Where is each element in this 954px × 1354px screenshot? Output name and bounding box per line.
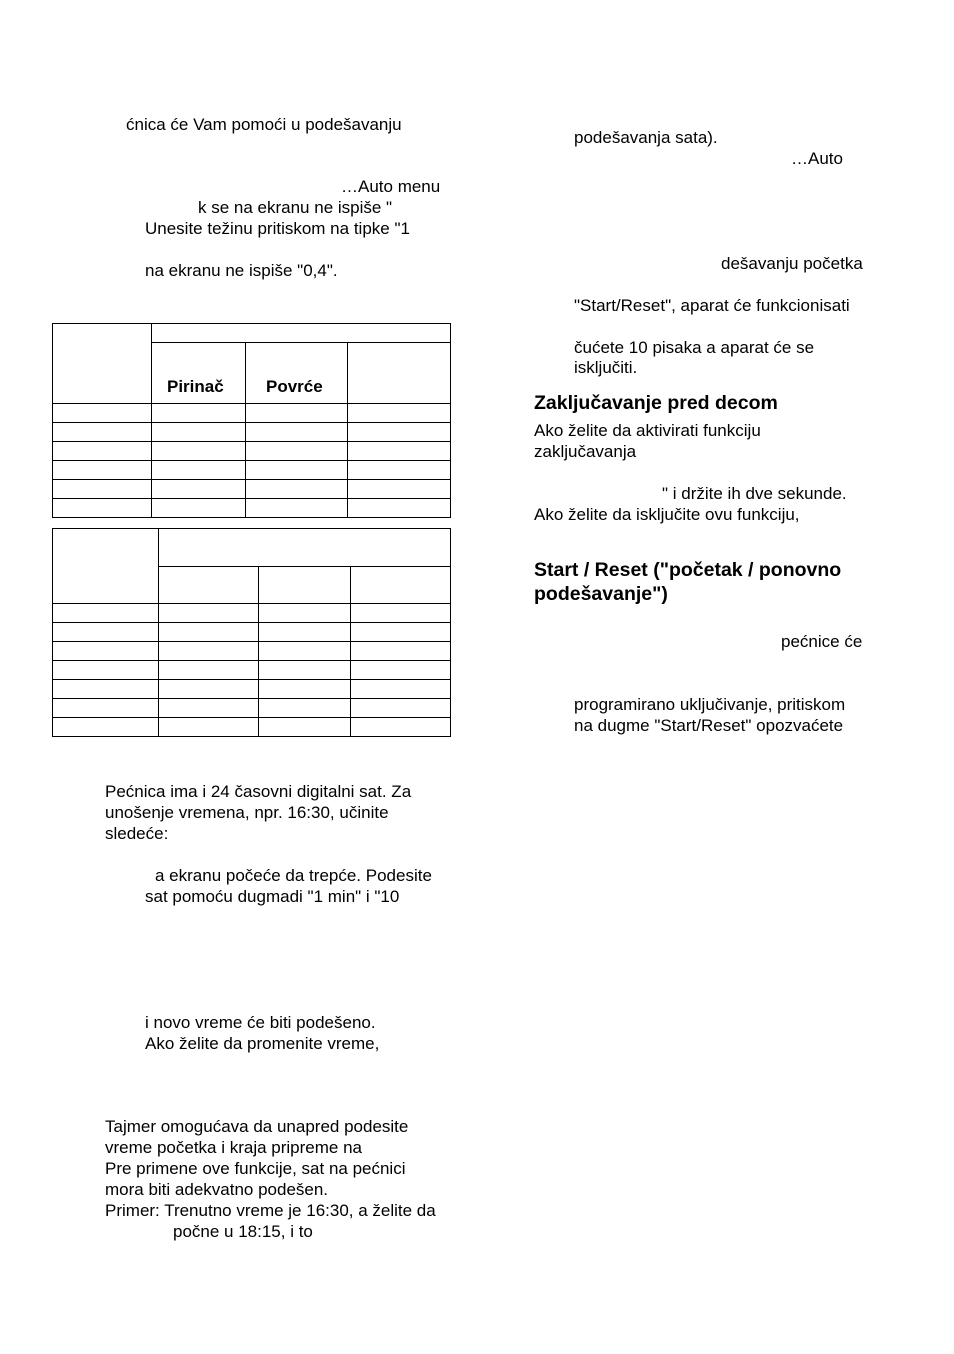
table-cell xyxy=(348,442,451,461)
text-line: programirano uključivanje, pritiskom xyxy=(574,695,846,714)
table-cell xyxy=(259,642,351,661)
table-cell xyxy=(152,480,246,499)
table-cell xyxy=(152,423,246,442)
table-cell xyxy=(159,680,259,699)
text-line: Tajmer omogućava da unapred podesite xyxy=(105,1117,409,1136)
table-cell xyxy=(53,499,152,518)
table-cell xyxy=(259,661,351,680)
table-header xyxy=(351,567,451,604)
table-row xyxy=(53,499,451,518)
text-line: čućete 10 pisaka a aparat će se xyxy=(574,338,815,357)
text-line: k se na ekranu ne ispiše " xyxy=(198,198,393,217)
table-cell xyxy=(348,404,451,423)
text-line: " i držite ih dve sekunde. xyxy=(662,484,847,503)
table-cell xyxy=(53,699,159,718)
text-line: Ako želite da promenite vreme, xyxy=(145,1034,380,1053)
table-cell xyxy=(53,604,159,623)
table-cell xyxy=(159,642,259,661)
table-cell xyxy=(246,423,348,442)
text-line: podešavanja sata). xyxy=(574,128,718,147)
table-cell xyxy=(152,442,246,461)
table-cell xyxy=(246,442,348,461)
text-line: počne u 18:15, i to xyxy=(173,1222,313,1241)
table-cell xyxy=(348,480,451,499)
table-cell xyxy=(348,499,451,518)
table-row xyxy=(53,604,451,623)
text-line: mora biti adekvatno podešen. xyxy=(105,1180,329,1199)
table-cell xyxy=(351,604,451,623)
text-line: sledeće: xyxy=(105,824,169,843)
text-line: a ekranu počeće da trepće. Podesite xyxy=(155,866,432,885)
table-cell xyxy=(351,661,451,680)
table-cell xyxy=(53,423,152,442)
table-cell xyxy=(53,324,152,404)
table-header-rice: Pirinač xyxy=(152,343,246,404)
table-row xyxy=(53,699,451,718)
table-cell xyxy=(152,461,246,480)
table-row xyxy=(53,718,451,737)
auto-menu-table-1 xyxy=(52,323,451,518)
text-line: pećnice će xyxy=(781,632,863,651)
table-cell xyxy=(246,499,348,518)
table-cell xyxy=(348,461,451,480)
table-cell xyxy=(53,461,152,480)
table-header xyxy=(159,567,259,604)
table-cell xyxy=(152,499,246,518)
table-row xyxy=(53,680,451,699)
text-line: "Start/Reset", aparat će funkcionisati xyxy=(574,296,850,315)
text-line: Unesite težinu pritiskom na tipke "1 xyxy=(145,219,410,238)
table-cell xyxy=(351,699,451,718)
table-row xyxy=(53,461,451,480)
table-cell xyxy=(351,718,451,737)
table-cell xyxy=(53,529,159,604)
table-row xyxy=(53,404,451,423)
table-cell xyxy=(53,642,159,661)
table-cell xyxy=(53,718,159,737)
table-cell xyxy=(351,642,451,661)
table-cell xyxy=(152,404,246,423)
table-row xyxy=(53,661,451,680)
section-heading-start-reset-cont: podešavanje") xyxy=(534,583,668,605)
table-cell xyxy=(159,699,259,718)
table-cell xyxy=(246,404,348,423)
text-line: …Auto xyxy=(791,149,843,168)
table-cell xyxy=(159,718,259,737)
table-cell xyxy=(259,699,351,718)
table-row xyxy=(53,642,451,661)
table-cell xyxy=(159,604,259,623)
section-heading-child-lock: Zaključavanje pred decom xyxy=(534,392,778,414)
table-cell xyxy=(246,461,348,480)
table-cell xyxy=(259,718,351,737)
table-cell xyxy=(159,623,259,642)
table-row xyxy=(53,442,451,461)
text-line: Ako želite da isključite ovu funkciju, xyxy=(534,505,800,524)
table-cell xyxy=(159,661,259,680)
table-header xyxy=(348,343,451,404)
text-line: i novo vreme će biti podešeno. xyxy=(145,1013,376,1032)
table-header-vegetables: Povrće xyxy=(246,343,348,404)
text-line: Pre primene ove funkcije, sat na pećnici xyxy=(105,1159,406,1178)
table-cell xyxy=(259,623,351,642)
table-cell xyxy=(53,623,159,642)
table-cell xyxy=(53,480,152,499)
table-row xyxy=(53,423,451,442)
text-line: ćnica će Vam pomoći u podešavanju xyxy=(126,115,402,134)
table-cell xyxy=(246,480,348,499)
text-line: zaključavanja xyxy=(534,442,637,461)
table-cell xyxy=(259,604,351,623)
text-line: sat pomoću dugmadi "1 min" i "10 xyxy=(145,887,400,906)
text-line: dešavanju početka xyxy=(721,254,863,273)
text-line: …Auto menu xyxy=(341,177,441,196)
text-line: unošenje vremena, npr. 16:30, učinite xyxy=(105,803,389,822)
table-cell xyxy=(348,423,451,442)
table-cell xyxy=(152,324,451,343)
table-cell xyxy=(351,623,451,642)
table-cell xyxy=(53,404,152,423)
auto-menu-table-2 xyxy=(52,528,451,737)
section-heading-start-reset: Start / Reset ("početak / ponovno xyxy=(534,559,842,581)
table-cell xyxy=(53,680,159,699)
table-cell xyxy=(351,680,451,699)
text-line: na ekranu ne ispiše "0,4". xyxy=(145,261,338,280)
text-line: vreme početka i kraja pripreme na xyxy=(105,1138,363,1157)
table-cell xyxy=(159,529,451,567)
text-line: isključiti. xyxy=(574,358,638,377)
table-cell xyxy=(53,661,159,680)
table-row xyxy=(53,623,451,642)
table-row xyxy=(53,480,451,499)
table-header xyxy=(259,567,351,604)
text-line: Ako želite da aktivirati funkciju xyxy=(534,421,761,440)
table-cell xyxy=(53,442,152,461)
text-line: Primer: Trenutno vreme je 16:30, a želite da xyxy=(105,1201,436,1220)
text-line: Pećnica ima i 24 časovni digitalni sat. Za xyxy=(105,782,412,801)
text-line: na dugme "Start/Reset" opozvaćete xyxy=(574,716,844,735)
table-cell xyxy=(259,680,351,699)
